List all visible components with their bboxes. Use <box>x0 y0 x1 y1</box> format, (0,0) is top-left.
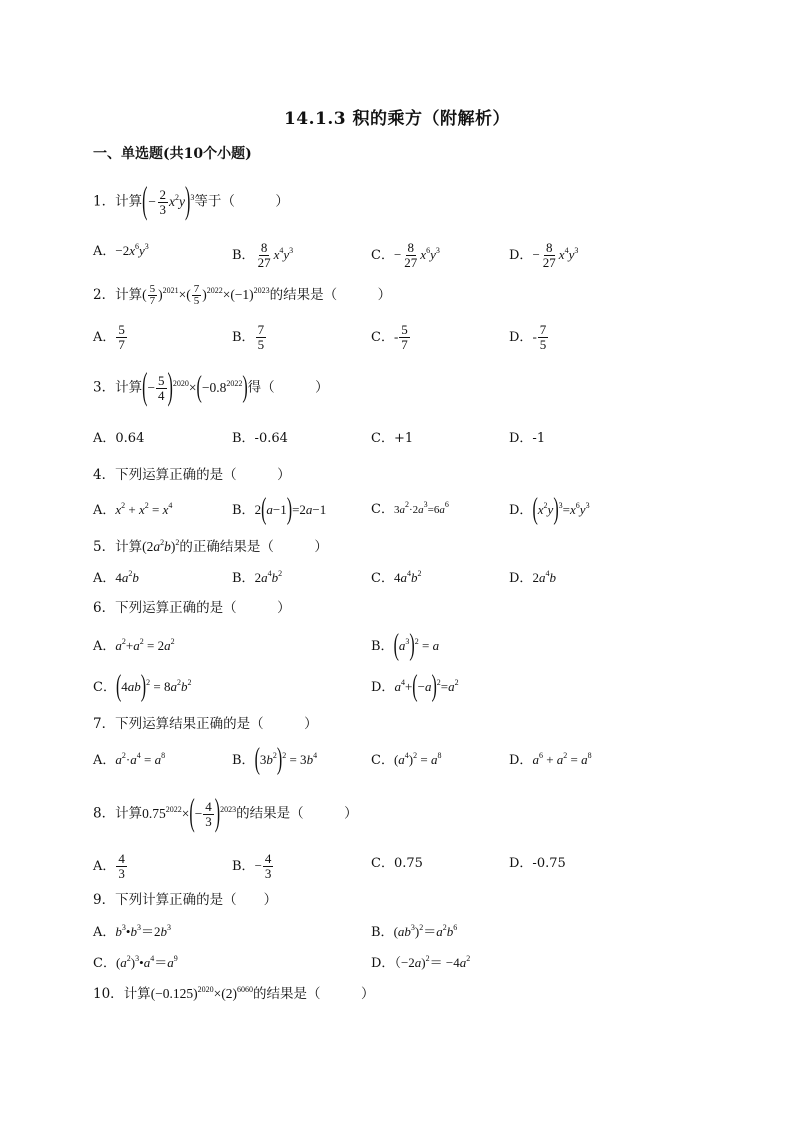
q7-option-b[interactable]: B．$(3b^2)^2 = 3b^4$ <box>232 743 318 777</box>
q1-option-a[interactable]: A．$-2x^6y^3$ <box>93 242 149 259</box>
q3-option-d[interactable]: D．-1 <box>509 431 546 446</box>
q6-option-c[interactable]: C．$(4ab)^2 = 8a^2b^2$ <box>93 670 192 704</box>
page-title: 14.1.3 积的乘方（附解析） <box>283 109 511 129</box>
question-5: 5．计算$(2a^2b)^2$的正确结果是（ ） <box>93 538 328 555</box>
question-3: 3．计算(− $\frac{5}{4}$ )$^{2020}\times(-0.8^{2022})$得（ ） <box>93 366 329 408</box>
q5-option-d[interactable]: D．$2a^4b$ <box>509 569 556 586</box>
q6-option-b[interactable]: B．$(a^3)^2 = a$ <box>371 629 440 663</box>
q7-option-d[interactable]: D．$a^6 + a^2 = a^8$ <box>509 751 592 768</box>
q9-option-c[interactable]: C．$(a^2)^3•a^4=a^9$ <box>93 954 178 971</box>
q4-option-b[interactable]: B．2(a−1)=2a−1 <box>232 493 327 527</box>
question-2: 2．计算( $\frac{5}{7}$ )$^{2021}$×( $\frac{7}{5}$ )$^{2022}\times(-1)^{2023}$的结果是（ ） <box>93 283 392 307</box>
q3-option-b[interactable]: B．-0.64 <box>232 431 288 446</box>
q6-option-d[interactable]: D．$a^4+(-a)^2=a^2$ <box>371 670 459 704</box>
question-9: 9．下列计算正确的是（ ） <box>93 892 278 908</box>
q5-option-b[interactable]: B．$2a^4b^2$ <box>232 569 283 586</box>
q2-option-d[interactable]: D．- $\frac{7}{5}$ <box>509 322 547 352</box>
q4-option-c[interactable]: C．$3a^2\cdot 2a^3=6a^6$ <box>371 500 449 517</box>
q5-option-c[interactable]: C．$4a^4b^2$ <box>371 569 422 586</box>
q7-option-c[interactable]: C．$(a^4)^2 = a^8$ <box>371 751 442 768</box>
section-heading: 一、单选题(共10个小题) <box>93 146 252 162</box>
q2-option-a[interactable]: A． $\frac{5}{7}$ <box>93 322 125 352</box>
q4-option-d[interactable]: D．$(x^2y)^3=x^6y^3$ <box>509 493 590 527</box>
q2-option-c[interactable]: C．- $\frac{5}{7}$ <box>371 322 408 352</box>
q3-option-a[interactable]: A．0.64 <box>93 431 145 446</box>
question-1: 1．计算(− $\frac{2}{3}$ $x^2y)^3$等于（ ） <box>93 180 289 222</box>
q2-option-b[interactable]: B． $\frac{7}{5}$ <box>232 322 265 352</box>
question-4: 4．下列运算正确的是（ ） <box>93 467 291 483</box>
q8-option-d[interactable]: D．-0.75 <box>509 856 566 871</box>
q8-option-a[interactable]: A． $\frac{4}{3}$ <box>93 851 125 881</box>
q9-option-b[interactable]: B．$(ab^3)^2=a^2b^6$ <box>371 923 458 940</box>
q4-option-a[interactable]: A．$x^2 + x^2 = x^4$ <box>93 501 173 518</box>
q8-option-b[interactable]: B．− $\frac{4}{3}$ <box>232 851 272 881</box>
q1-option-d[interactable]: D．− $\frac{8}{27}$ $x^4y^3$ <box>509 240 579 270</box>
question-10: 10．计算$(-0.125)^{2020}\times(2)^{6060}$的结果是（ ） <box>93 985 375 1002</box>
question-7: 7．下列运算结果正确的是（ ） <box>93 716 318 732</box>
q1-option-b[interactable]: B． $\frac{8}{27}$ $x^4y^3$ <box>232 240 294 270</box>
q1-option-c[interactable]: C．− $\frac{8}{27}$ $x^6y^3$ <box>371 240 440 270</box>
q9-option-d[interactable]: D．$(-2a)^2= -4a^2$ <box>371 954 471 971</box>
q3-option-c[interactable]: C．+1 <box>371 431 414 446</box>
q9-option-a[interactable]: A．$b^3•b^3=2b^3$ <box>93 923 171 940</box>
q6-option-a[interactable]: A．$a^2+a^2 = 2a^2$ <box>93 637 175 654</box>
q7-option-a[interactable]: A．$a^2\cdot a^4 = a^8$ <box>93 751 166 768</box>
q8-option-c[interactable]: C．0.75 <box>371 856 423 871</box>
question-6: 6．下列运算正确的是（ ） <box>93 600 291 616</box>
q5-option-a[interactable]: A．$4a^2b$ <box>93 569 139 586</box>
question-8: 8．计算$0.75^{2022}\times(-$ $\frac{4}{3}$ )$^{2023}$的结果是（ ） <box>93 792 358 834</box>
